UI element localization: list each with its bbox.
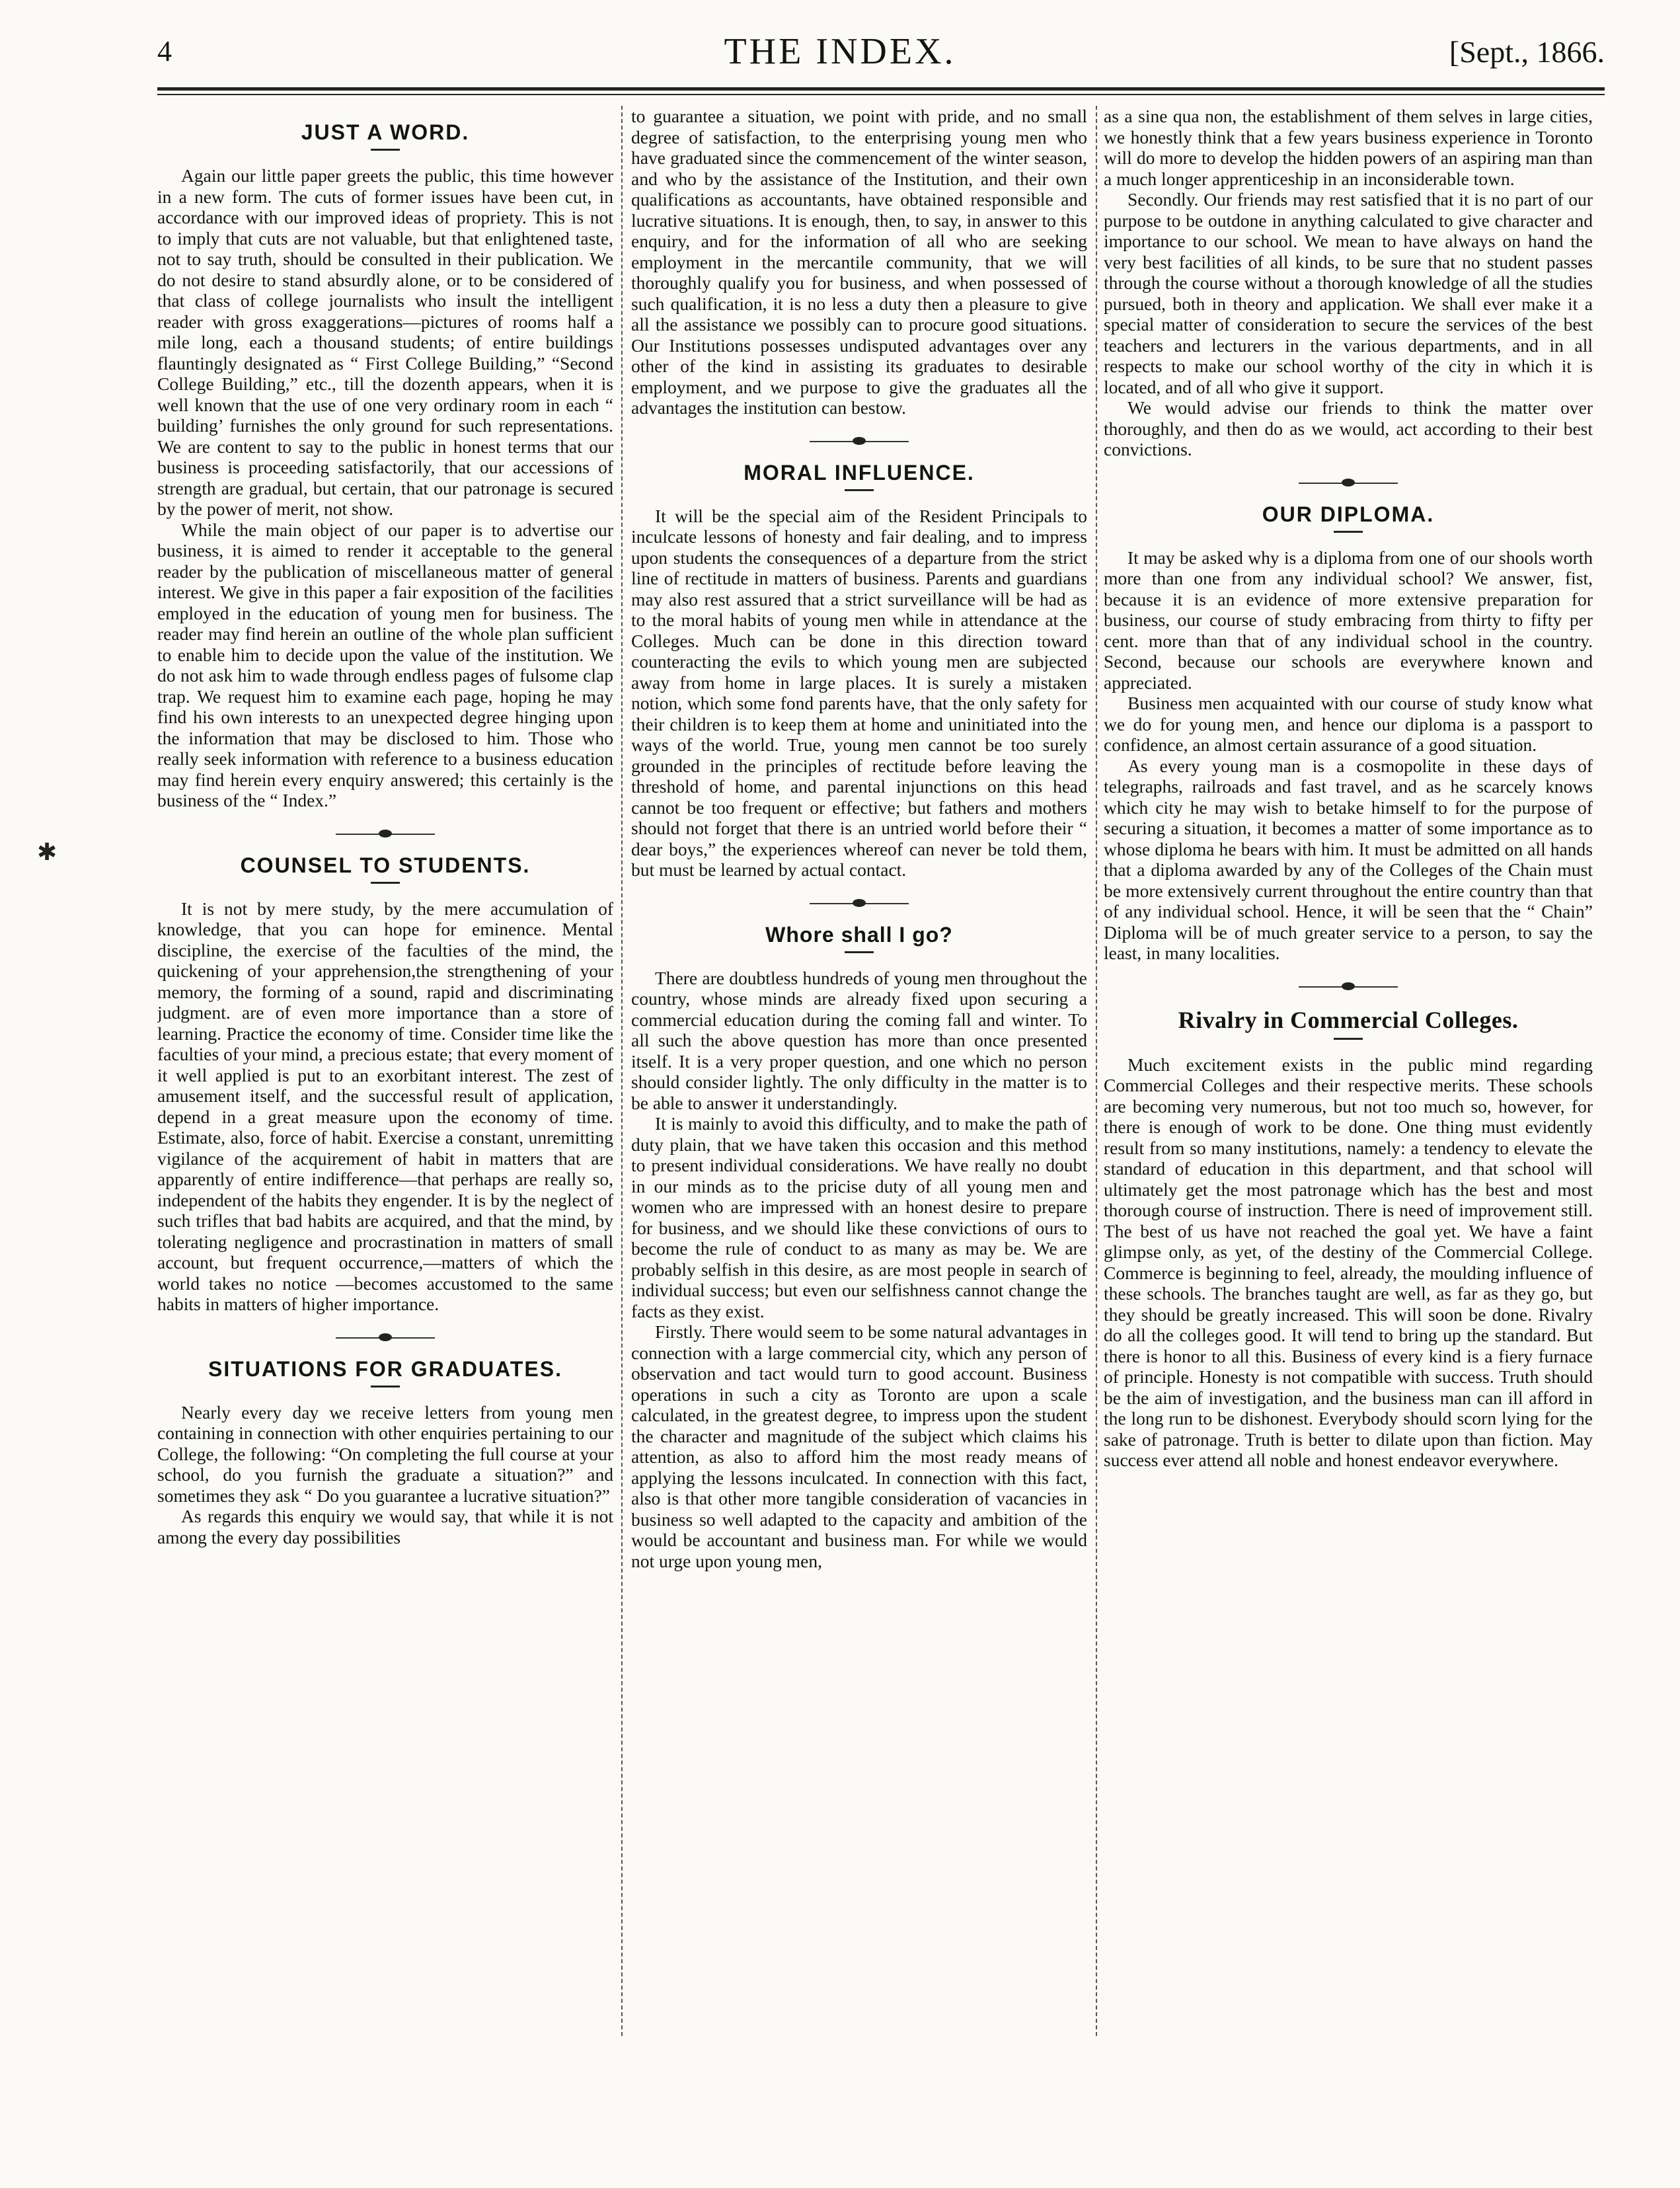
ink-blot-mark: ✱: [37, 839, 57, 865]
page-date: [Sept., 1866.: [1449, 35, 1605, 69]
article-paragraph: as a sine qua non, the establishment of them selves in large cities, we honestly think that a few years business experience in Toronto will do more to develop the hidden powers of an aspiring man than a much longer apprenticeship in an inconsiderable town.: [1104, 106, 1593, 189]
article-paragraph: It will be the special aim of the Resident Principals to inculcate lessons of honesty and fair dealing, and to impress upon students the consequences of a departure from the strict line of rectitude in matters of business. Parents and guardians may also rest assured that a strict surveillance will be had as to the moral habits of young men while in attendance at the Colleges. Much can be done in this direction toward counteracting the evils to which young men are subjected away from home in large places. It is surely a mistaken notion, which some fond parents have, that the only safety for their children is to keep them at home and uninitiated into the ways of the world. True, young men cannot be too surely grounded in the principles of rectitude before leaving the threshold of home, and parental injunctions on this head cannot be too frequent or effective; but fathers and mothers should not forget that there is an untried world before their “ dear boys,” the experiences whereof can never be told them, but must be learned by actual contact.: [631, 505, 1087, 880]
page-title: THE INDEX.: [724, 31, 956, 72]
section-ornament: [810, 437, 909, 446]
header-rule: [157, 87, 1605, 91]
article-paragraph: Much excitement exists in the public mind regarding Commercial Colleges and their respective merits. These schools are becoming very numerous, but not too much so, however, for there is enough of work to be done. One thing must evidently result from so many institutions, namely: a tendency to elevate the standard of education in this department, and that school will ultimately get the most patronage which has the best and most thorough course of instruction. There is need of improvement still. The best of us have not reached the goal yet. We have a faint glimpse only, as yet, of the destiny of the Commercial College. Commerce is beginning to feel, already, the moulding influence of these schools. The branches taught are well, as far as they go, but they should be greatly increased. This will soon be done. Rivalry do all the colleges good. It will tend to bring up the standard. But there is honor to all this. Business of every kind is a fiery furnace of principle. Honesty is not compatible with success. Truth should be the aim of investigation, and the business man can ill afford in the long run to be dishonest. Everybody should scorn lying for the sake of patronage. Truth is better to dilate upon than fiction. May success ever attend all noble and honest endeavor everywhere.: [1104, 1054, 1593, 1470]
heading-dash: [1334, 531, 1363, 533]
article-just-a-word: [157, 120, 613, 811]
article-heading: Whore shall I go?: [765, 922, 953, 947]
article-paragraph: Again our little paper greets the public, this time however in a new form. The cuts of former issues have been cut, in accordance with our improved ideas of propriety. This is not to imply that cuts are not valuable, but that enlightened taste, not to say truth, should be consulted in their publication. We do not desire to stand absurdly alone, or to be considered of that class of college journalists who insult the intelligent reader with gross exaggerations—pictures of rooms half a mile long, each a thousand students; of entire buildings flauntingly designated as “ First College Building,” “Second College Building,” etc., till the dozenth appears, when it is well known that the use of one very ordinary room in each “ building’ furnishes the only ground for such representations. We are content to say to the public in honest terms that our business is proceeding satisfactorily, that our accessions of strength are gradual, but certain, that our patronage is secured by the power of merit, not show.: [157, 165, 613, 519]
column-divider: [621, 106, 623, 2036]
heading-dash: [1334, 1038, 1363, 1040]
article-paragraph: It may be asked why is a diploma from one of our shools worth more than one from any individual school? We answer, fist, because it is an evidence of more extensive preparation for business, our course of study embracing from thirty to fifty per cent. more than that of any individual school in the country. Second, because our schools are everywhere known and appreciated.: [1104, 547, 1593, 693]
article-paragraph: Secondly. Our friends may rest satisfied that it is no part of our purpose to be outdone in anything calculated to give character and importance to our school. We mean to have always on hand the very best facilities of all kinds, to be sure that no student passes through the course without a thorough knowledge of all the studies pursued, both in theory and application. We shall ever make it a special matter of consideration to secure the services of the best teachers and lecturers in the various departments, and in all respects to make our school worthy of the city in which it is located, and of all who give it support.: [1104, 189, 1593, 397]
article-heading: COUNSEL TO STUDENTS.: [240, 853, 531, 877]
article-paragraph: We would advise our friends to think the matter over thoroughly, and then do as we would, act according to their best convictions.: [1104, 397, 1593, 459]
article-rivalry-in-commercial-colleges: [1104, 1006, 1593, 1471]
section-ornament: [336, 1333, 435, 1343]
article-heading: OUR DIPLOMA.: [1262, 502, 1435, 526]
column-2: [631, 106, 1087, 2109]
article-paragraph: Business men acquainted with our course of study know what we do for young men, and hence our diploma is a passport to confidence, an almost certain assurance of a good situation.: [1104, 693, 1593, 755]
page-header: [0, 0, 1680, 99]
heading-dash: [371, 882, 400, 884]
article-paragraph: As every young man is a cosmopolite in these days of telegraphs, railroads and fast travel, and as he scarcely knows which city he may wish to betake himself to for the purpose of securing a situation, it becomes a matter of some importance as to whose diploma he bears with him. It must be admitted on all hands that a diploma awarded by any of the Colleges of the Chain must be more extensively current throughout the entire country than that of any individual school. Hence, it will be seen that the “ Chain” Diploma will be of much greater service to a person, to say the least, in many localities.: [1104, 755, 1593, 963]
heading-dash: [845, 489, 874, 491]
article-paragraph: There are doubtless hundreds of young men throughout the country, whose minds are already fixed upon securing a commercial education during the coming fall and winter. To all such the above question has more than once presented itself. It is a very proper question, and one which no person should consider lightly. The only difficulty in the matter is to be able to answer it understandingly.: [631, 967, 1087, 1113]
article-heading: JUST A WORD.: [301, 120, 470, 144]
article-paragraph: to guarantee a situation, we point with pride, and no small degree of satisfaction, to the enterprising young men who have graduated since the commencement of the winter season, and who by the assistance of the Institution, and their own qualifications as accountants, have obtained responsible and lucrative situations. It is enough, then, to say, in answer to this enquiry, and for the information of all who are seeking employment in the mercantile community, that we will thoroughly qualify you for business, and when possessed of such qualification, it is no less a duty then a pleasure to give all the assistance we possibly can to procure good situations. Our Institutions possesses undisputed advantages over any other of the kind in assisting its graduates to desirable employment, and we purpose to give the graduates all the advantages the institution can bestow.: [631, 106, 1087, 418]
article-moral-influence: [631, 461, 1087, 880]
page-number: 4: [157, 35, 172, 67]
section-ornament: [1299, 479, 1398, 488]
article-paragraph: It is not by mere study, by the mere accumulation of knowledge, that you can hope for eminence. Mental discipline, the exercise of the faculties of the mind, the quickening of your apprehension,the strengthening of your memory, the forming of a sound, rapid and discriminating judgment. are of even more importance than a store of learning. Practice the economy of time. Consider time like the faculties of your mind, a precious estate; that every moment of it well applied is put to an exorbitant interest. The zest of amusement itself, and the successful result of application, depend in a great measure upon the economy of time. Estimate, also, force of habit. Exercise a constant, unremitting vigilance of the acquirement of habit in matters that are apparently of entire indifference—that perhaps are really so, independent of the habits they engender. It is by the neglect of such trifles that bad habits are acquired, and that the mind, by tolerating negligence and procrastination in matters of small account, but frequent occurrence,—matters of which the world takes no notice —becomes accustomed to the same habits in matters of higher importance.: [157, 898, 613, 1314]
article-where-shall-i-go: [631, 923, 1087, 1572]
article-paragraph: While the main object of our paper is to advertise our business, it is aimed to render it acceptable to the general reader by the publication of miscellaneous matter of general interest. We give in this paper a fair exposition of the facilities employed in the education of young men for business. The reader may find herein an outline of the whole plan sufficient to enable him to decide upon the value of the institution. We do not ask him to wade through endless pages of fulsome clap trap. We request him to examine each page, hoping he may find his own interests to an unexpected degree hinging upon the information that may be disclosed to him. Those who really seek information with reference to a business education may find herein every enquiry answered; this certainly is the business of the “ Index.”: [157, 519, 613, 810]
column-3: [1104, 106, 1593, 2109]
article-heading: Rivalry in Commercial Colleges.: [1178, 1006, 1519, 1033]
header-rule-thin: [157, 94, 1605, 95]
column-1: [157, 106, 613, 2109]
column-divider: [1096, 106, 1097, 2036]
article-paragraph: Nearly every day we receive letters from young men containing in connection with other enquiries pertaining to our College, the following: “On completing the full course at your school, do you furnish the graduate a situation?” and sometimes they ask “ Do you guarantee a lucrative situation?”: [157, 1401, 613, 1506]
article-paragraph: It is mainly to avoid this difficulty, and to make the path of duty plain, that we have taken this occasion and this method to present individual considerations. We have really no doubt in our minds as to the pricise duty of all young men and women who are impressed with an honest desire to prepare for business, and we should like these convictions of ours to become the rule of conduct to as many as may be. We are probably selfish in this desire, as are most people in search of individual success; but even our selfishness cannot change the facts as they exist.: [631, 1113, 1087, 1321]
article-paragraph: Firstly. There would seem to be some natural advantages in connection with a large commercial city, which any person of observation and tact would turn to good account. Business operations in such a city as Toronto are upon a scale calculated, in the greatest degree, to impress upon the student the character and magnitude of the subject which claims his attention, as also to afford him the most ready means of applying the lessons inculcated. In connection with this fact, also is that other more tangible consideration of vacancies in business so well adapted to the capacity and ambition of the would be accountant and business man. For while we would not urge upon young men,: [631, 1321, 1087, 1571]
article-our-diploma: [1104, 502, 1593, 964]
section-ornament: [336, 830, 435, 839]
section-ornament: [810, 899, 909, 908]
article-paragraph: As regards this enquiry we would say, that while it is not among the every day possibilities: [157, 1506, 613, 1547]
article-where-shall-i-go-continued: [1104, 106, 1593, 460]
article-counsel-to-students: [157, 853, 613, 1315]
article-situations-continued: [631, 106, 1087, 418]
article-situations-for-graduates: [157, 1357, 613, 1548]
heading-dash: [845, 951, 874, 953]
article-heading: MORAL INFLUENCE.: [744, 460, 975, 485]
heading-dash: [371, 149, 400, 151]
section-ornament: [1299, 982, 1398, 992]
article-heading: SITUATIONS FOR GRADUATES.: [208, 1356, 562, 1381]
heading-dash: [371, 1386, 400, 1387]
